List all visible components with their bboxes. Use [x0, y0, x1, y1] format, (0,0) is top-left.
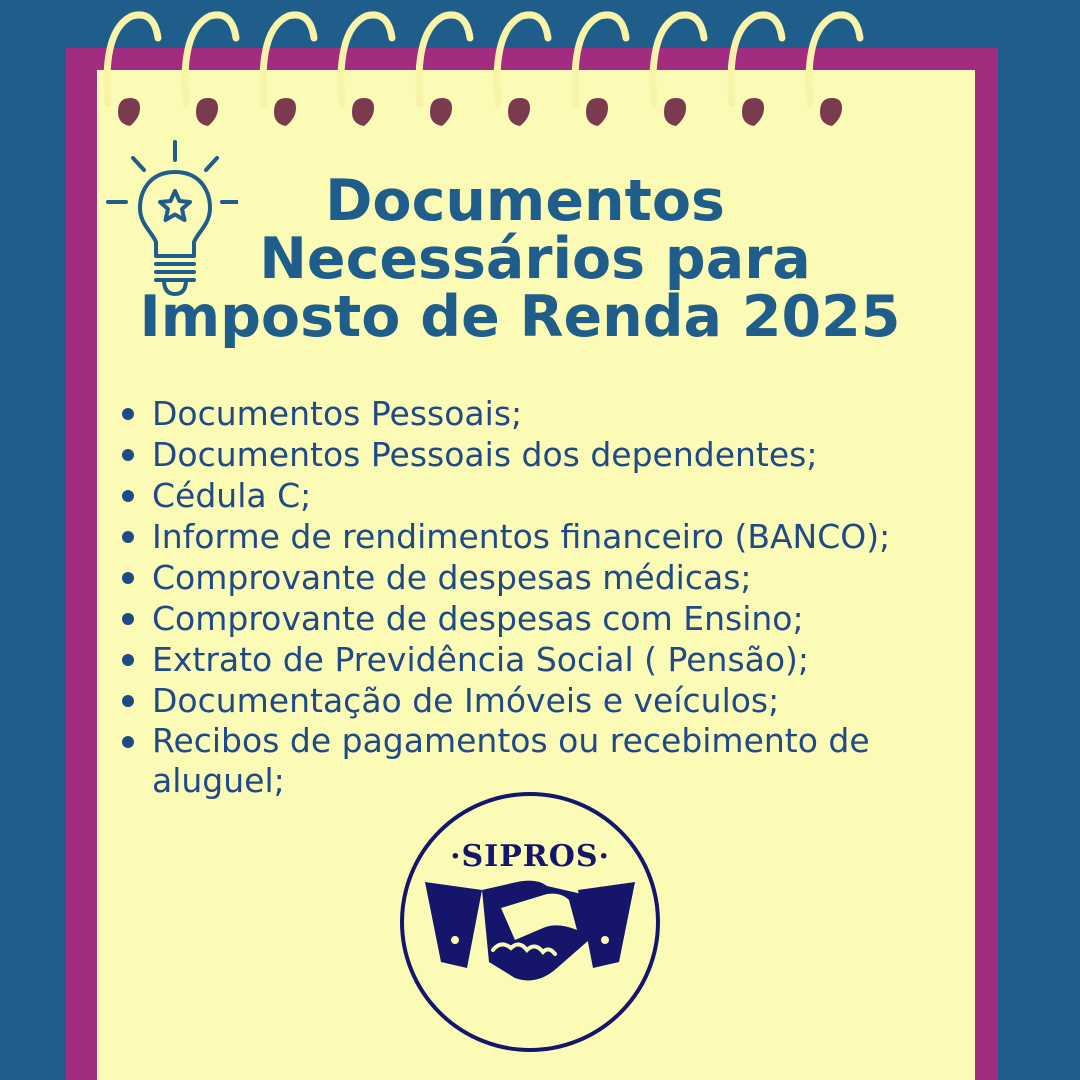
list-item-text: Comprovante de despesas com Ensino;	[152, 599, 804, 638]
list-item-text: Informe de rendimentos financeiro (BANCO);	[152, 517, 891, 556]
title-line-2: Necessários para	[259, 226, 811, 292]
list-item	[120, 434, 970, 475]
list-item-text: Documentos Pessoais;	[152, 394, 523, 433]
page-title	[110, 168, 930, 350]
list-item	[120, 393, 970, 434]
list-item	[120, 680, 970, 721]
list-item	[120, 516, 970, 557]
list-item	[120, 598, 970, 639]
logo-text: ·SIPROS·	[450, 839, 610, 874]
list-item-text: Comprovante de despesas médicas;	[152, 558, 752, 597]
list-item-text: Extrato de Previdência Social ( Pensão);	[152, 640, 810, 679]
list-item	[120, 639, 970, 680]
handshake-icon	[425, 881, 635, 981]
documents-list	[120, 393, 970, 801]
bullet-icon	[122, 736, 134, 748]
list-item	[120, 557, 970, 598]
list-item-text: Cédula C;	[152, 476, 312, 515]
title-line-1: Documentos	[325, 168, 725, 234]
list-item-text: Recibos de pagamentos ou recebimento de aluguel;	[152, 721, 870, 800]
sipros-logo	[397, 790, 663, 1054]
bullet-icon	[122, 695, 134, 707]
bullet-icon	[122, 490, 134, 502]
list-item-text: Documentos Pessoais dos dependentes;	[152, 435, 818, 474]
list-item	[120, 475, 970, 516]
bullet-icon	[122, 449, 134, 461]
list-item-text: Documentação de Imóveis e veículos;	[152, 681, 780, 720]
bullet-icon	[122, 572, 134, 584]
bullet-icon	[122, 531, 134, 543]
bullet-icon	[122, 654, 134, 666]
bullet-icon	[122, 408, 134, 420]
bullet-icon	[122, 613, 134, 625]
title-line-3: Imposto de Renda 2025	[139, 284, 901, 350]
list-item	[120, 721, 942, 801]
